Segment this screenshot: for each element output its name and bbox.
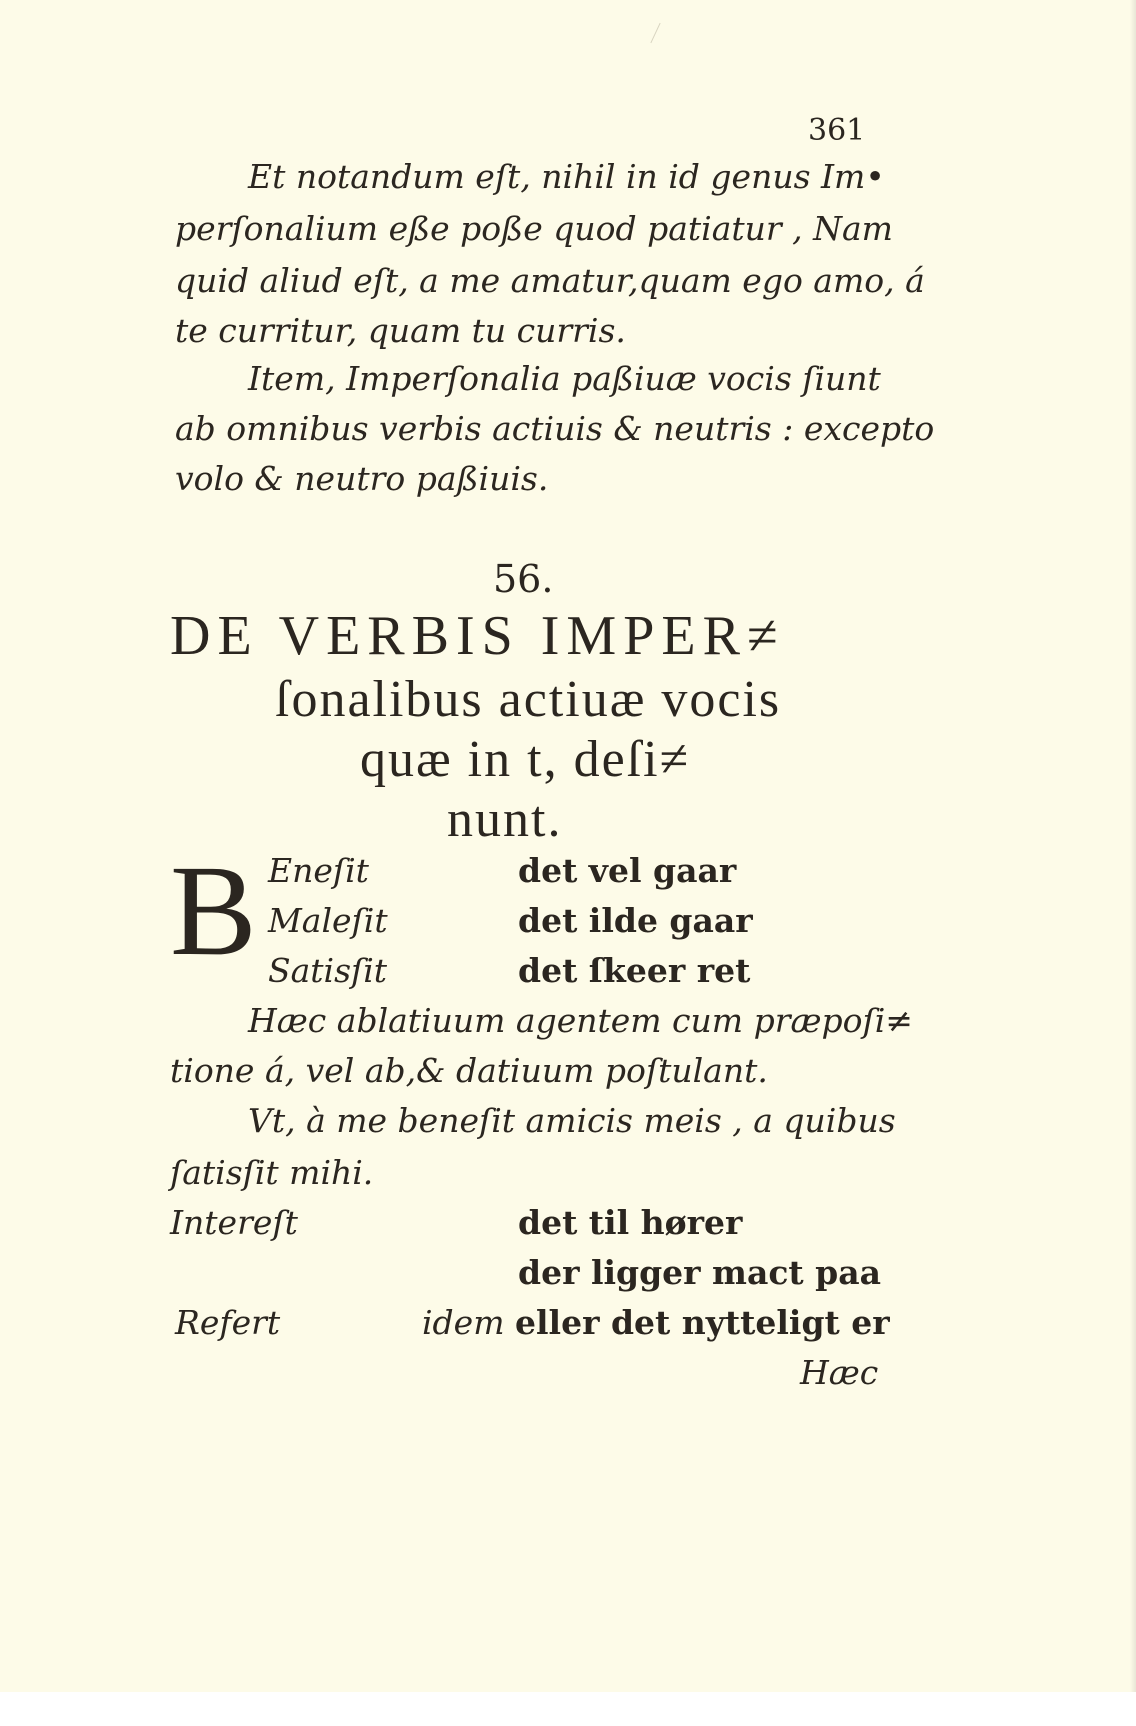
catchword: Hæc [800,1353,879,1392]
page-edge [1130,0,1136,1726]
verb-latin: Satisſit [268,951,388,990]
section-title-line: quæ in t, deſi≠ [360,731,691,788]
text-line: Item, Imperſonalia paßiuæ vocis ſiunt [248,359,881,398]
verb-latin: Maleſit [268,901,388,940]
text-line: volo & neutro paßiuis. [175,459,549,498]
section-number: 56. [493,557,554,601]
text-line: Vt, à me beneſit amicis meis , a quibus [248,1101,896,1140]
verb-latin: Eneſit [268,851,369,890]
section-title-line: nunt. [447,791,563,848]
text-line: ab omnibus verbis actiuis & neutris : excepto [175,409,935,448]
text-line: ſatisſit mihi. [170,1153,374,1192]
verb-danish: det vel gaar [518,851,737,890]
verb-danish: det ſkeer ret [518,951,751,990]
verb-danish: eller det nyttеligt er [515,1303,890,1342]
scan-margin [0,1692,1136,1726]
text-line: perſonalium eße poße quod patiatur , Nam [175,209,893,248]
verb-latin: Intereſt [170,1203,298,1242]
verb-latin: Refert [175,1303,281,1342]
verb-danish: det til hører [518,1203,743,1242]
scan-mark [650,23,660,43]
drop-cap: B [170,839,257,983]
verb-danish: der ligger mact paa [518,1253,881,1292]
text-line: Et notandum eſt, nihil in id genus Im• [248,157,885,196]
text-line: tione á, vel ab,& datiuum poſtulant. [170,1051,768,1090]
page-number: 361 [808,113,866,148]
verb-danish: det ilde gaar [518,901,753,940]
text-line: quid aliud eſt, a me amatur,quam ego amo, á [175,261,925,300]
text-line: te curritur, quam tu curris. [175,311,626,350]
section-title-line: ſonalibus actiuæ vocis [275,671,782,728]
section-title-line: DE VERBIS IMPER≠ [170,605,785,667]
idem-word: idem [422,1303,505,1342]
text-line: Hæc ablatiuum agentem cum præpoſi≠ [248,1001,913,1040]
